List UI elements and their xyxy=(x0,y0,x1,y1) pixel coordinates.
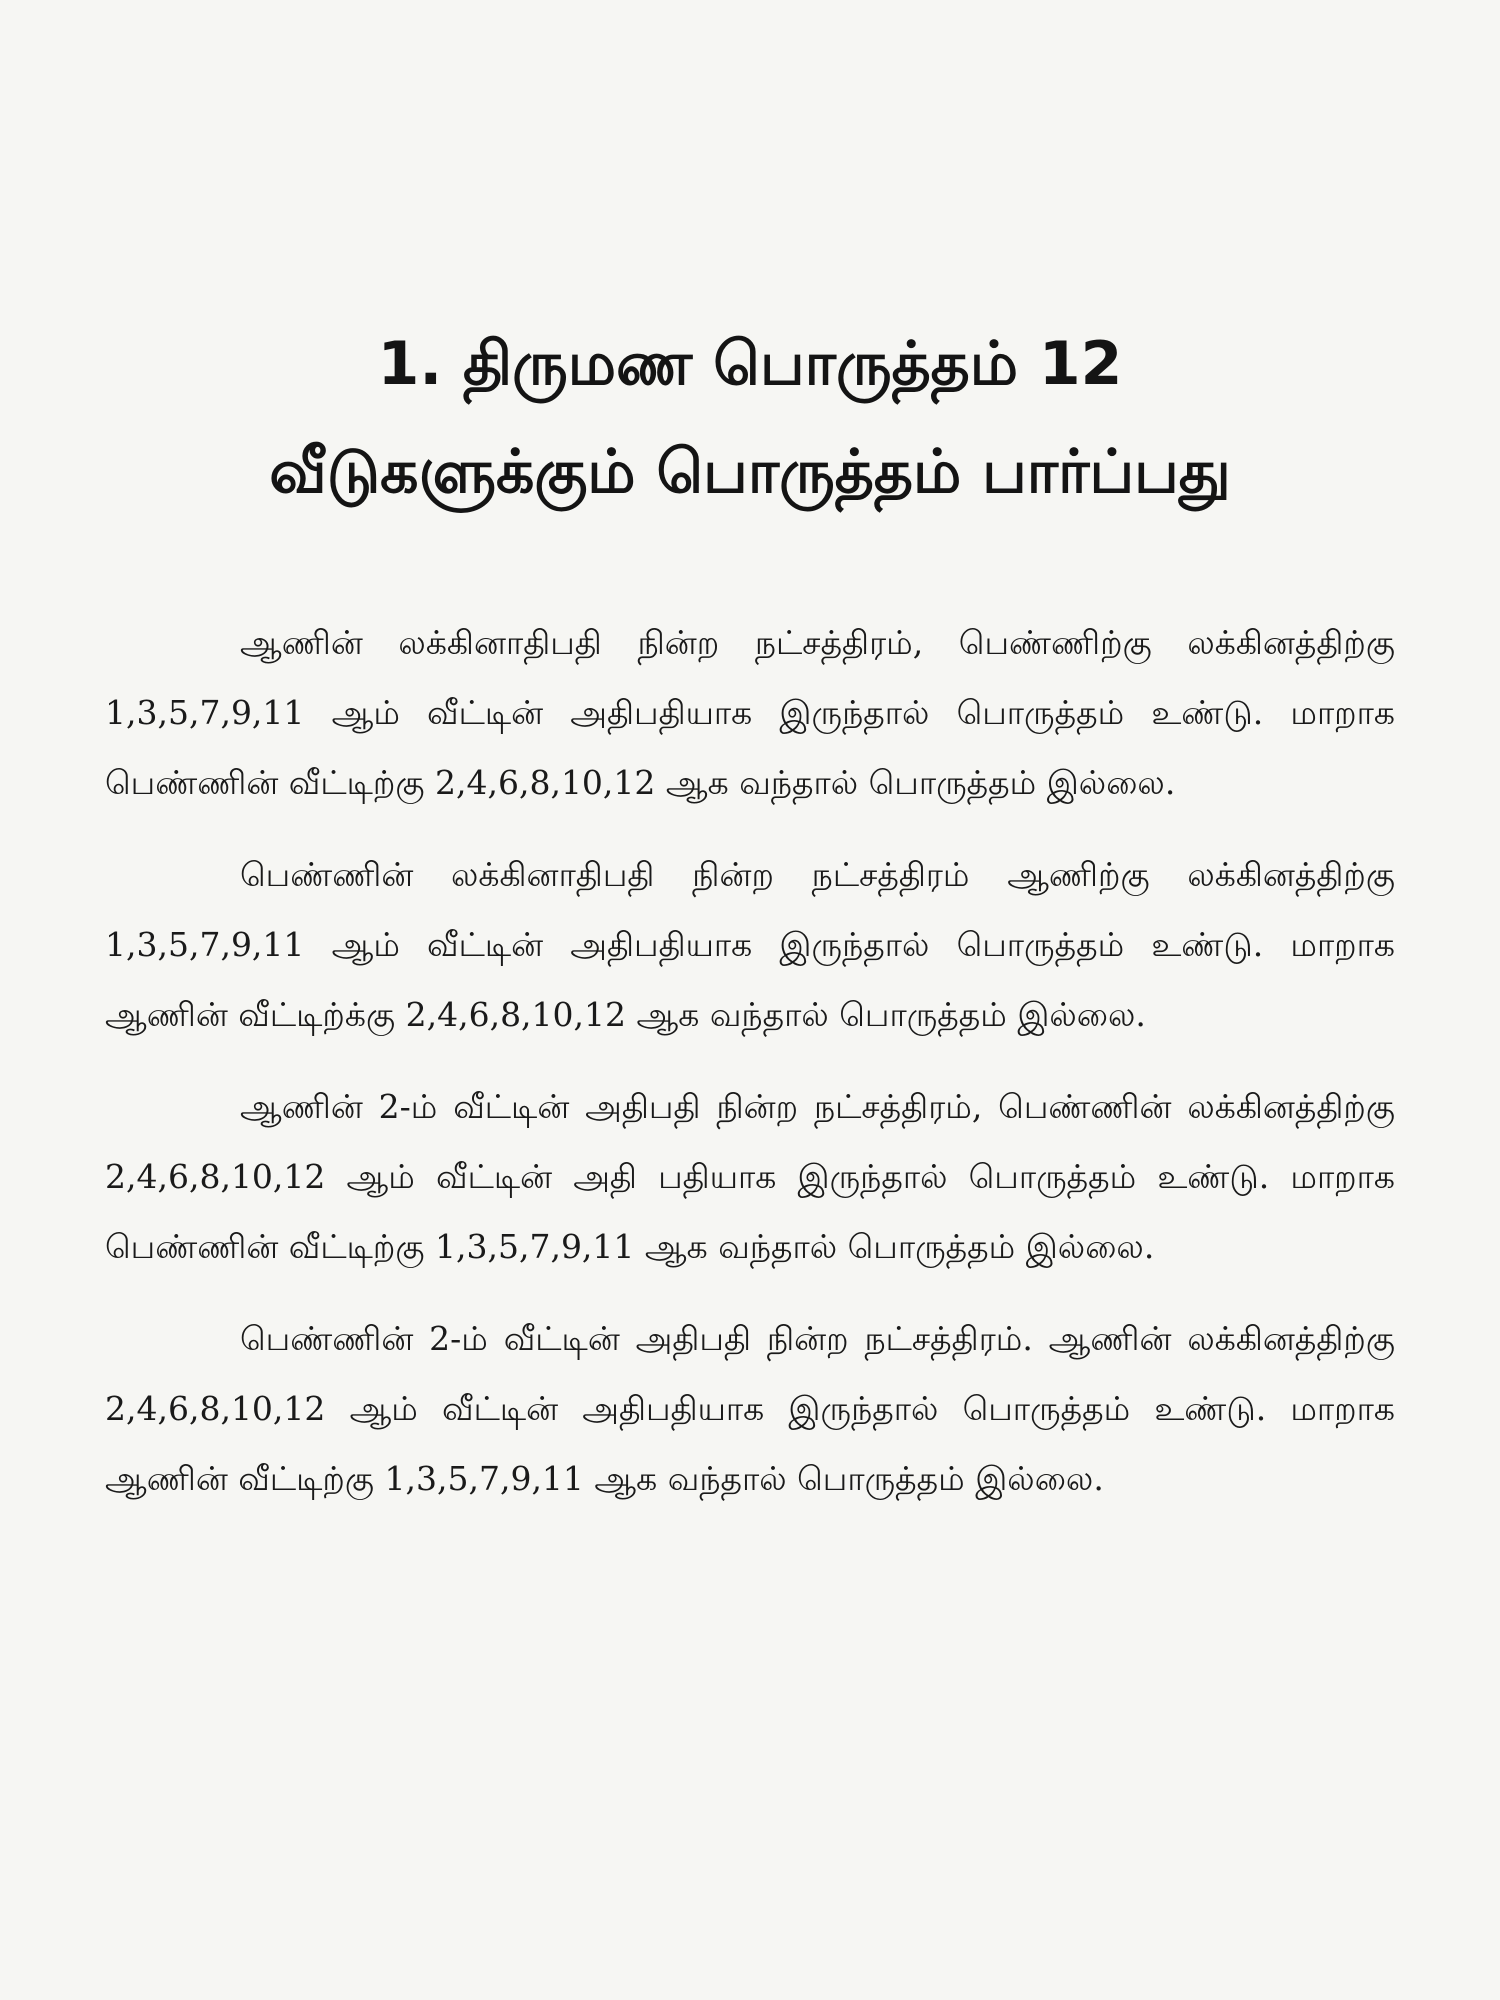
title-line-2: வீடுகளுக்கும் பொருத்தம் பார்ப்பது xyxy=(269,437,1231,507)
title-line-1: 1. திருமண பொருத்தம் 12 xyxy=(377,329,1123,399)
chapter-title xyxy=(90,310,1410,526)
paragraph-2: பெண்ணின் லக்கினாதிபதி நின்ற நட்சத்திரம் ஆணிற்கு லக்கினத்திற்கு 1,3,5,7,9,11 ஆம் வீட்டின் அதிபதியாக இருந்தால் பொருத்தம் உண்டு. மாறாக ஆணின் வீட்டிற்க்கு 2,4,6,8,10,12 ஆக வந்தால் பொருத்தம் இல்லை. xyxy=(105,855,1395,1034)
paragraph-3: ஆணின் 2-ம் வீட்டின் அதிபதி நின்ற நட்சத்திரம், பெண்ணின் லக்கினத்திற்கு 2,4,6,8,10,12 ஆம் வீட்டின் அதி பதியாக இருந்தால் பொருத்தம் உண்டு. மாறாக பெண்ணின் வீட்டிற்கு 1,3,5,7,9,11 ஆக வந்தால் பொருத்தம் இல்லை. xyxy=(105,1087,1395,1266)
paragraph-1: ஆணின் லக்கினாதிபதி நின்ற நட்சத்திரம், பெண்ணிற்கு லக்கினத்திற்கு 1,3,5,7,9,11 ஆம் வீட்டின் அதிபதியாக இருந்தால் பொருத்தம் உண்டு. மாறாக பெண்ணின் வீட்டிற்கு 2,4,6,8,10,12 ஆக வந்தால் பொருத்தம் இல்லை. xyxy=(105,623,1395,802)
paragraph-4: பெண்ணின் 2-ம் வீட்டின் அதிபதி நின்ற நட்சத்திரம். ஆணின் லக்கினத்திற்கு 2,4,6,8,10,12 ஆம் வீட்டின் அதிபதியாக இருந்தால் பொருத்தம் உண்டு. மாறாக ஆணின் வீட்டிற்கு 1,3,5,7,9,11 ஆக வந்தால் பொருத்தம் இல்லை. xyxy=(105,1319,1395,1498)
chapter-body xyxy=(105,608,1395,1536)
